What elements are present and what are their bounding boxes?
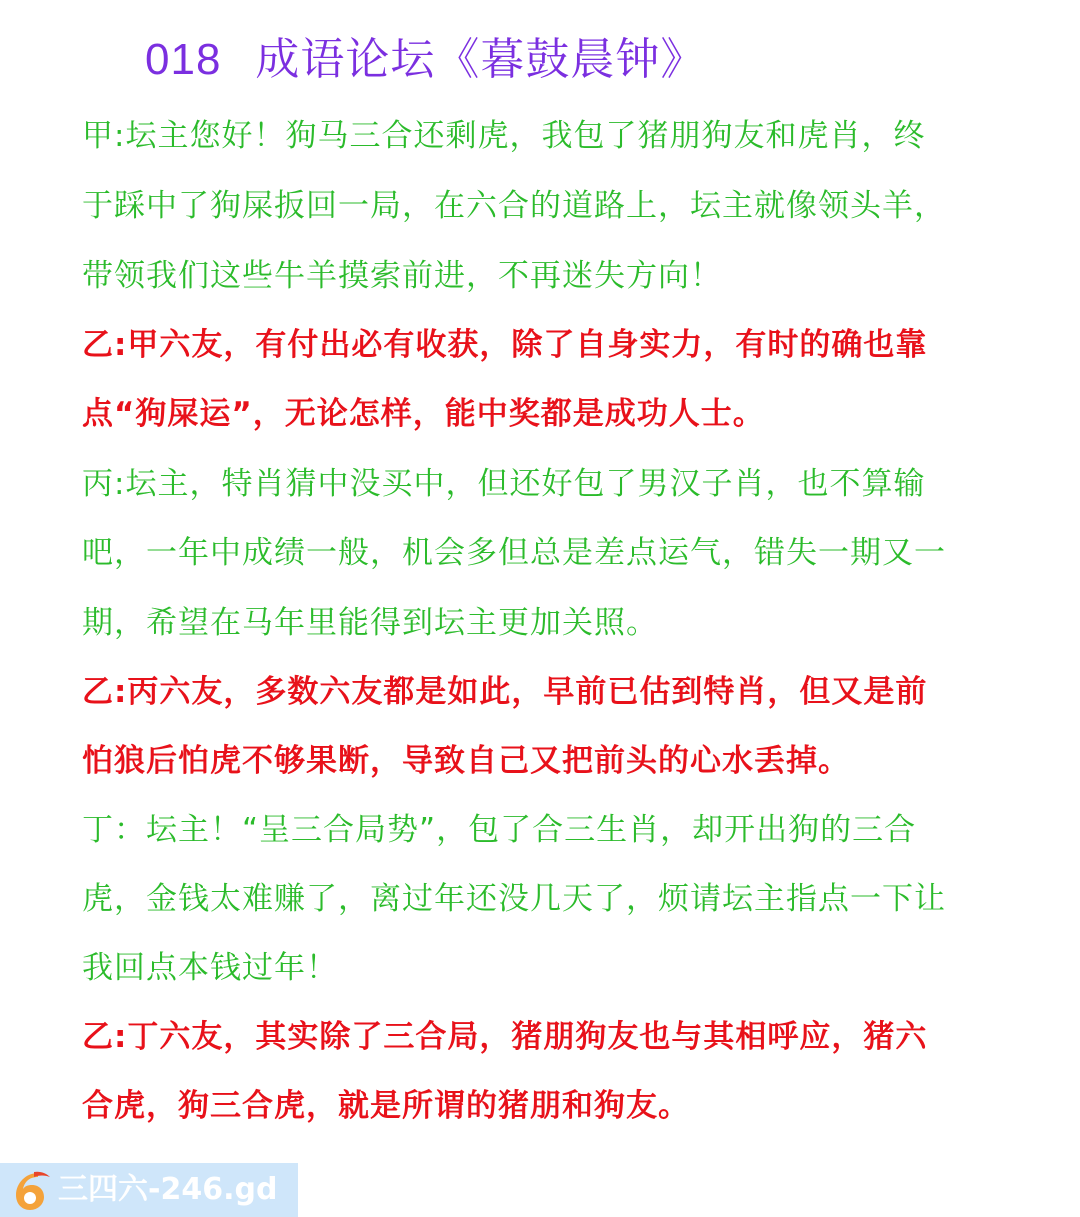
post-line: 丁：坛主！“呈三合局势”，包了合三生肖，却开出狗的三合 [82,812,917,848]
site-logo-icon [8,1169,52,1213]
reply-line: 点“狗屎运”，无论怎样，能中奖都是成功人士。 [82,396,765,432]
post-line: 于踩中了狗屎扳回一局，在六合的道路上，坛主就像领头羊， [82,188,946,224]
post-line: 虎，金钱太难赚了，离过年还没几天了，烦请坛主指点一下让 [82,881,946,917]
post-line: 我回点本钱过年！ [82,950,338,986]
post-line: 期，希望在马年里能得到坛主更加关照。 [82,605,658,641]
reply-line: 乙:丁六友，其实除了三合局，猪朋狗友也与其相呼应，猪六 [82,1019,928,1055]
reply-line: 怕狼后怕虎不够果断，导致自己又把前头的心水丢掉。 [82,743,850,779]
issue-number: 018 [145,35,222,84]
watermark-text: 三四六-246.gd [58,1172,278,1207]
post-line: 带领我们这些牛羊摸索前进，不再迷失方向！ [82,258,722,294]
title-text: 成语论坛《暮鼓晨钟》 [255,34,706,85]
post-line: 丙:坛主，特肖猜中没买中，但还好包了男汉子肖，也不算输 [82,466,926,502]
reply-line: 乙:甲六友，有付出必有收获，除了自身实力，有时的确也靠 [82,327,928,363]
page-title [145,28,705,92]
watermark [0,1163,298,1217]
reply-line: 合虎，狗三合虎，就是所谓的猪朋和狗友。 [82,1088,690,1124]
post-line: 吧，一年中成绩一般，机会多但总是差点运气，错失一期又一 [82,535,946,571]
post-line: 甲:坛主您好！狗马三合还剩虎，我包了猪朋狗友和虎肖，终 [82,118,926,154]
reply-line: 乙:丙六友，多数六友都是如此，早前已估到特肖，但又是前 [82,674,928,710]
